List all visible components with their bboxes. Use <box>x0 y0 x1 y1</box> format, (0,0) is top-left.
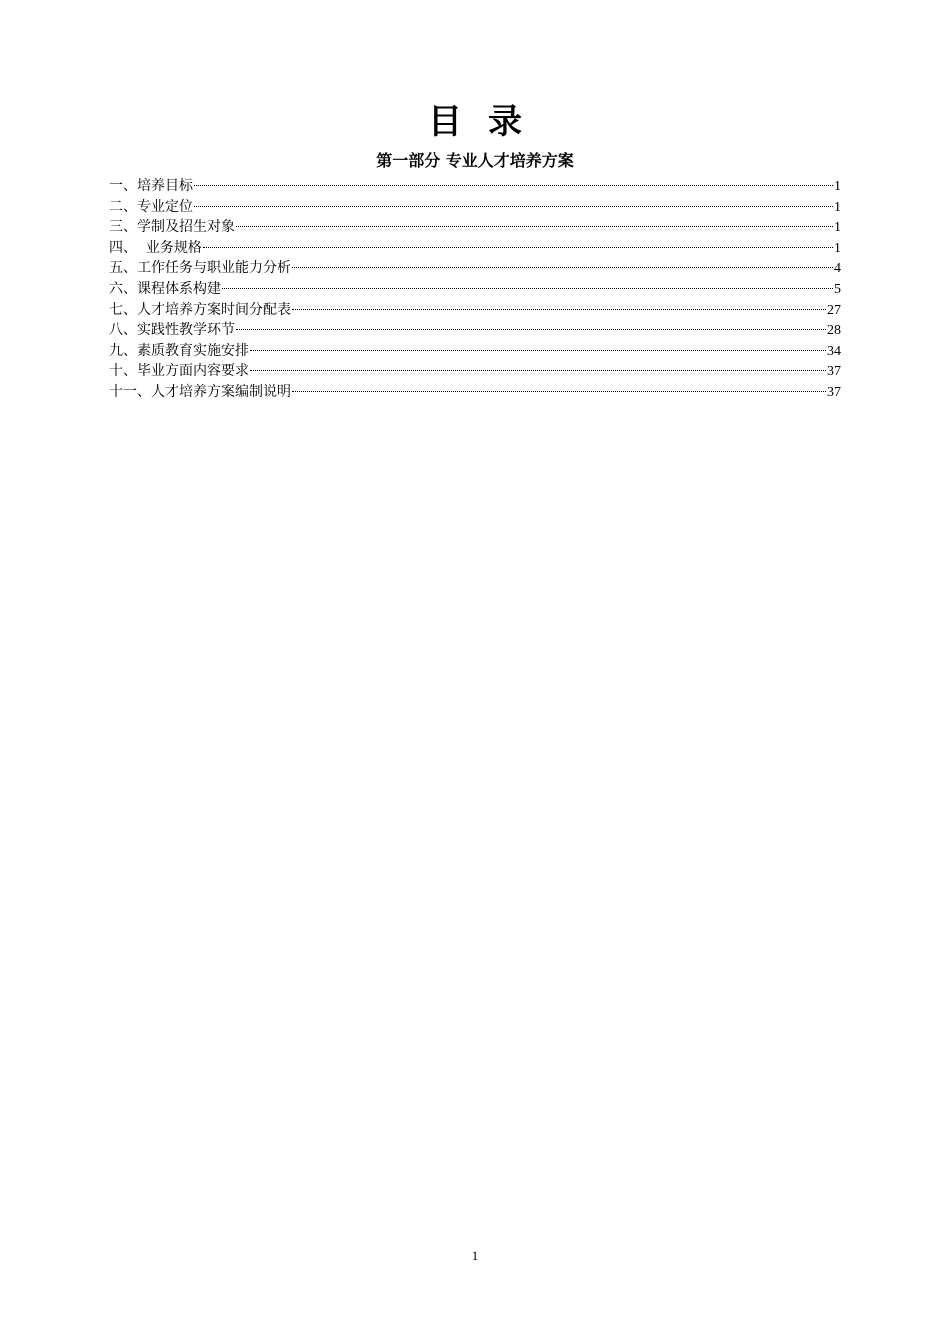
toc-entry-page: 34 <box>827 343 841 359</box>
toc-entry[interactable] <box>109 258 841 279</box>
toc-entry-label: 九、素质教育实施安排 <box>109 342 249 359</box>
toc-dot-leader <box>292 308 826 310</box>
toc-entry[interactable] <box>109 279 841 300</box>
toc-entry[interactable] <box>109 238 841 259</box>
toc-entry[interactable] <box>109 300 841 321</box>
toc-entry-label: 二、专业定位 <box>109 198 193 215</box>
toc-entry-page: 1 <box>834 179 841 194</box>
toc-dot-leader <box>236 328 826 330</box>
toc-title: 目录 <box>428 102 548 142</box>
toc-entry-label: 四、 业务规格 <box>109 239 202 256</box>
toc-entry-page: 27 <box>827 302 841 318</box>
toc-entry-page: 1 <box>834 220 841 236</box>
toc-entry-page: 4 <box>834 261 841 277</box>
toc-entry[interactable] <box>109 217 841 238</box>
toc-dot-leader <box>292 266 833 268</box>
toc-entry[interactable] <box>109 341 841 362</box>
toc-entry-page: 28 <box>827 323 841 339</box>
toc-entry-page: 1 <box>834 199 841 215</box>
part-heading: 第一部分 专业人才培养方案 <box>376 151 574 170</box>
toc-entry-label: 十一、人才培养方案编制说明 <box>109 383 291 400</box>
toc-dot-leader <box>194 184 833 186</box>
toc-dot-leader <box>222 287 833 289</box>
toc-entry-page: 37 <box>827 364 841 380</box>
toc-entry-label: 三、学制及招生对象 <box>109 219 235 236</box>
toc-entry[interactable] <box>109 382 841 403</box>
toc-entry[interactable] <box>109 320 841 341</box>
toc-entry[interactable] <box>109 197 841 218</box>
toc-entry-label: 七、人才培养方案时间分配表 <box>109 301 291 318</box>
toc-entry-label: 五、工作任务与职业能力分析 <box>109 260 291 277</box>
toc-dot-leader <box>194 205 833 207</box>
toc-dot-leader <box>236 225 833 227</box>
toc-entry-page: 5 <box>834 281 841 297</box>
page-number: 1 <box>471 1248 479 1263</box>
toc-entry-label: 六、课程体系构建 <box>109 280 221 297</box>
toc-entry-page: 1 <box>834 240 841 256</box>
toc-entry-label: 十、毕业方面内容要求 <box>109 363 249 380</box>
toc-list <box>109 176 841 403</box>
toc-dot-leader <box>203 246 833 248</box>
toc-entry[interactable] <box>109 361 841 382</box>
toc-dot-leader <box>292 390 826 392</box>
toc-entry-page: 37 <box>827 384 841 400</box>
toc-dot-leader <box>250 349 826 351</box>
toc-entry[interactable] <box>109 176 841 197</box>
toc-entry-label: 一、培养目标 <box>109 178 193 194</box>
toc-dot-leader <box>250 369 826 371</box>
toc-entry-label: 八、实践性教学环节 <box>109 322 235 339</box>
